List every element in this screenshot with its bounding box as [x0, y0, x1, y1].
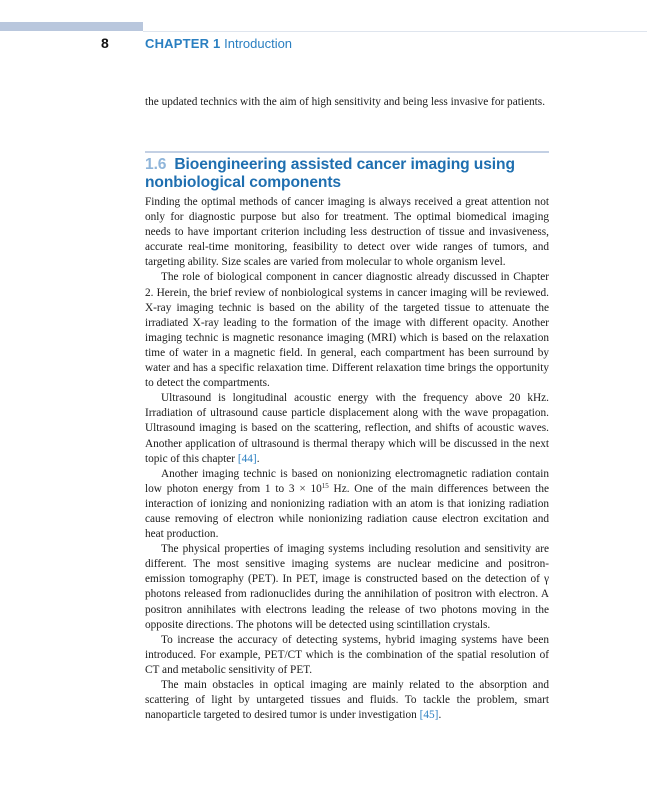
paragraph-6: To increase the accuracy of detecting systems, hybrid imaging systems have been introduced. For example, PET/CT which is the combination of the spatial resolution of CT and metabolic sensitivity of PET. — [145, 633, 549, 676]
paragraph-3-text: Ultrasound is longitudinal acoustic energy with the frequency above 20 kHz. Irradiation of ultrasound cause particle displacement along with the wave propagation. Ultrasound imaging is based on the scattering, reflection, and shifts of acoustic waves. Another application of ultrasound is thermal therapy which will be discussed in the next topic of this chapter — [145, 392, 549, 465]
paragraph-4 — [145, 467, 549, 542]
section-title: Bioengineering assisted cancer imaging using nonbiological components — [145, 156, 515, 191]
paragraph-5: The physical properties of imaging systems including resolution and sensitivity are different. The most sensitive imaging systems are nuclear medicine and positron-emission tomography (PET). In PET, image is constructed based on the detection of γ photons released from radionuclides during the annihilation of positron with electron. A positron annihilates with electrons leading the release of two photons moving in the opposite directions. The photons will be detected using scintillation crystals. — [145, 543, 549, 631]
chapter-label: CHAPTER 1 — [145, 36, 221, 51]
paragraph-4-text-a: Another imaging technic is based on nonionizing electromagnetic radiation contain low photon energy from 1 to 3 × 10 — [145, 467, 549, 495]
section-number: 1.6 — [145, 156, 167, 173]
chapter-title: Introduction — [224, 36, 293, 51]
intro-paragraph: the updated technics with the aim of high sensitivity and being less invasive for patients. — [145, 96, 546, 108]
section-rule — [145, 151, 549, 153]
page-number: 8 — [101, 35, 109, 51]
header-rule — [143, 31, 647, 32]
paragraph-3 — [145, 391, 549, 466]
section-heading — [145, 156, 549, 192]
section-body — [145, 195, 549, 723]
paragraph-7-end: . — [438, 709, 442, 722]
header-accent-bar — [0, 22, 143, 31]
exponent: 15 — [321, 481, 329, 490]
paragraph-7 — [145, 678, 549, 723]
paragraph-3-end: . — [256, 452, 260, 465]
paragraph-7-text: The main obstacles in optical imaging are mainly related to the absorption and scattering of light by untargeted tissues and fluids. To tackle the problem, smart nanoparticle targeted to desired tumor is under investigation — [145, 679, 549, 722]
paragraph-4-text-b: Hz. One of the main differences between the interaction of ionizing and nonionizing radiation with an atom is that ionizing radiation cause removing of electron while nonionizing radiation cause electron excitation and heat production. — [145, 482, 549, 541]
citation-45-link[interactable]: [45] — [419, 709, 439, 722]
paragraph-1: Finding the optimal methods of cancer imaging is always received a great attention not only for diagnostic purpose but also for treatment. The optimal biomedical imaging needs to have important criterion including less destruction of tissue and invasiveness, accurate real-time monitoring, feasibility to detect over wide ranges of tumors, and targeting ability. Size scales are varied from molecular to whole organism level. — [145, 196, 549, 269]
citation-44-link[interactable]: [44] — [237, 452, 257, 465]
running-head — [145, 36, 292, 51]
paragraph-2: The role of biological component in cancer diagnostic already discussed in Chapter 2. Herein, the brief review of nonbiological systems in cancer imaging will be reviewed. X-ray imaging technic is based on the ability of the targeted tissue to attenuate the irradiated X-ray leading to the formation of the image with different opacity. Another imaging technic is magnetic resonance imaging (MRI) which is based on the relaxation time of water in a magnetic field. In general, each compartment has been surround by water and has a specific relaxation time. Different relaxation time brings the opportunity to detect the compartments. — [145, 271, 549, 390]
intro-block — [145, 95, 549, 110]
